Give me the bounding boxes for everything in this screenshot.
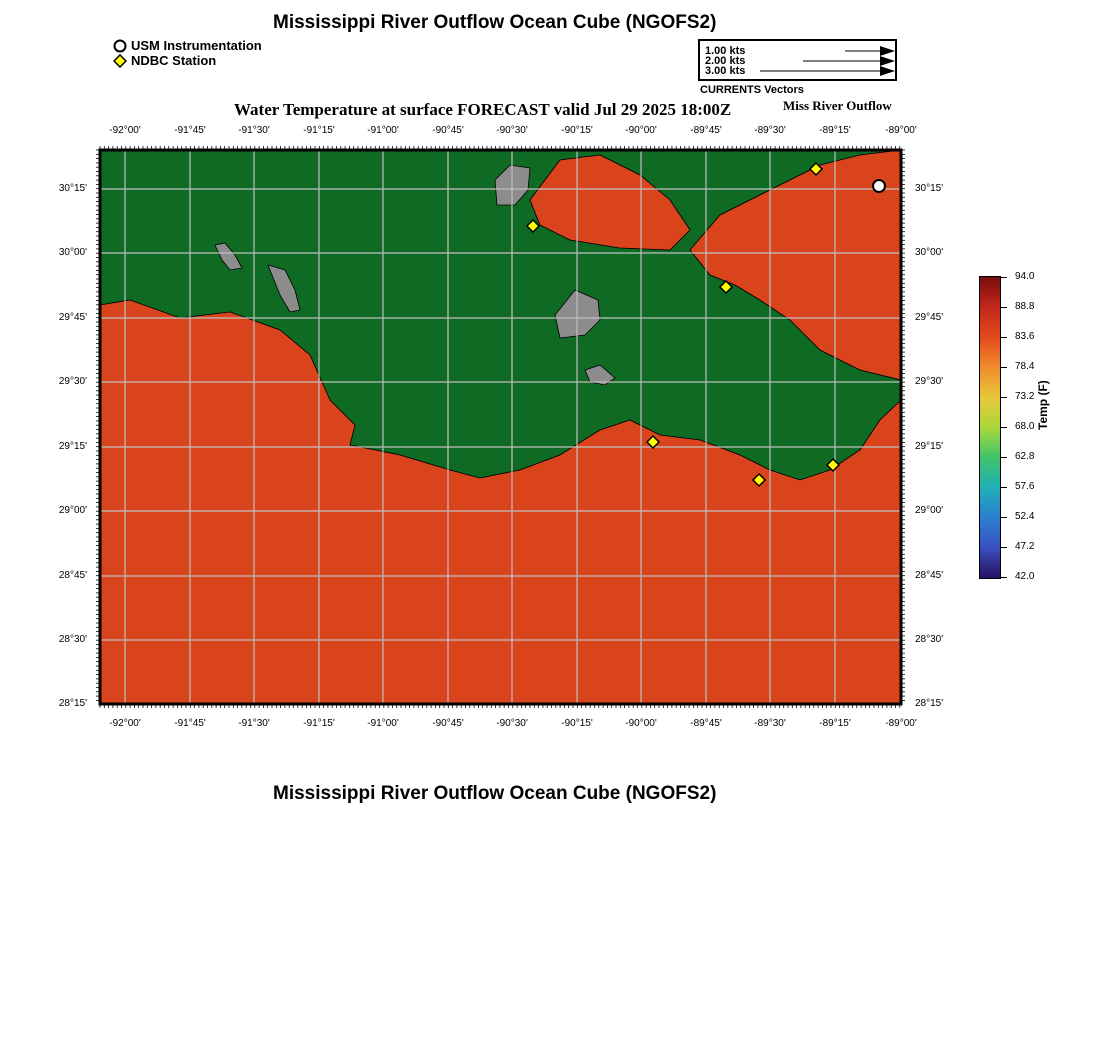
- lon-label-top: -89°30': [754, 125, 786, 136]
- lon-label-top: -89°00': [885, 125, 917, 136]
- lon-label-top: -89°15': [819, 125, 851, 136]
- lon-label-bottom: -89°15': [819, 718, 851, 729]
- lat-label-right: 28°45': [915, 570, 944, 581]
- colorbar-tick-label: 94.0: [1015, 271, 1035, 282]
- lat-label-right: 28°30': [915, 634, 944, 645]
- colorbar-tick-label: 62.8: [1015, 451, 1035, 462]
- colorbar: [979, 276, 1001, 579]
- lon-label-top: -91°30': [238, 125, 270, 136]
- colorbar-tick-label: 83.6: [1015, 331, 1035, 342]
- lat-label-left: 30°15': [58, 183, 87, 194]
- colorbar-tick-mark: [1001, 277, 1007, 278]
- lat-label-right: 29°45': [915, 312, 944, 323]
- lon-label-top: -90°00': [625, 125, 657, 136]
- lon-label-top: -90°45': [432, 125, 464, 136]
- colorbar-title: Temp (F): [1036, 380, 1050, 430]
- colorbar-tick-mark: [1001, 397, 1007, 398]
- lon-label-bottom: -91°15': [303, 718, 335, 729]
- page-title: Mississippi River Outflow Ocean Cube (NGOFS2): [273, 12, 717, 33]
- lon-label-bottom: -90°15': [561, 718, 593, 729]
- lat-label-right: 30°15': [915, 183, 944, 194]
- colorbar-tick-mark: [1001, 427, 1007, 428]
- lat-label-left: 29°15': [58, 441, 87, 452]
- usm-instrument-marker[interactable]: [873, 180, 885, 192]
- colorbar-tick-mark: [1001, 577, 1007, 578]
- colorbar-tick-mark: [1001, 457, 1007, 458]
- legend-usm-label: USM Instrumentation: [131, 38, 262, 53]
- map-subtitle: Water Temperature at surface FORECAST valid Jul 29 2025 18:00Z: [234, 100, 732, 119]
- outflow-label: Miss River Outflow: [783, 98, 892, 113]
- lon-label-bottom: -90°00': [625, 718, 657, 729]
- lon-label-top: -91°45': [174, 125, 206, 136]
- lat-label-left: 29°00': [58, 505, 87, 516]
- footer-title: Mississippi River Outflow Ocean Cube (NGOFS2): [273, 783, 717, 804]
- lon-label-bottom: -91°30': [238, 718, 270, 729]
- legend-ndbc-label: NDBC Station: [131, 53, 217, 68]
- lat-label-left: 28°30': [58, 634, 87, 645]
- lat-label-left: 28°15': [58, 698, 87, 709]
- lat-label-left: 30°00': [58, 247, 87, 258]
- colorbar-tick-mark: [1001, 547, 1007, 548]
- lon-label-top: -90°15': [561, 125, 593, 136]
- lon-label-bottom: -91°00': [367, 718, 399, 729]
- lon-label-top: -92°00': [109, 125, 141, 136]
- lat-label-right: 28°15': [915, 698, 944, 709]
- lat-label-right: 29°15': [915, 441, 944, 452]
- colorbar-tick-mark: [1001, 337, 1007, 338]
- colorbar-tick-label: 78.4: [1015, 361, 1035, 372]
- lat-label-right: 29°00': [915, 505, 944, 516]
- colorbar-tick-mark: [1001, 367, 1007, 368]
- lon-label-bottom: -91°45': [174, 718, 206, 729]
- vector-scale-2: 2.00 kts: [705, 55, 746, 67]
- lon-label-bottom: -90°30': [496, 718, 528, 729]
- lon-label-bottom: -92°00': [109, 718, 141, 729]
- colorbar-tick-mark: [1001, 487, 1007, 488]
- vector-scale-3: 3.00 kts: [705, 65, 746, 77]
- lon-label-top: -89°45': [690, 125, 722, 136]
- colorbar-tick-label: 57.6: [1015, 481, 1035, 492]
- lon-label-top: -91°00': [367, 125, 399, 136]
- lon-label-bottom: -89°00': [885, 718, 917, 729]
- lon-label-top: -91°15': [303, 125, 335, 136]
- lon-label-bottom: -89°30': [754, 718, 786, 729]
- colorbar-tick-label: 88.8: [1015, 301, 1035, 312]
- colorbar-tick-label: 47.2: [1015, 541, 1035, 552]
- colorbar-tick-mark: [1001, 517, 1007, 518]
- vector-scale-1: 1.00 kts: [705, 45, 746, 57]
- colorbar-tick-label: 42.0: [1015, 571, 1035, 582]
- lat-label-right: 30°00': [915, 247, 944, 258]
- vector-scale-caption: CURRENTS Vectors: [700, 84, 804, 96]
- colorbar-tick-mark: [1001, 307, 1007, 308]
- lon-label-bottom: -89°45': [690, 718, 722, 729]
- lat-label-left: 29°30': [58, 376, 87, 387]
- colorbar-tick-label: 73.2: [1015, 391, 1035, 402]
- colorbar-tick-label: 68.0: [1015, 421, 1035, 432]
- lat-label-right: 29°30': [915, 376, 944, 387]
- lat-label-left: 29°45': [58, 312, 87, 323]
- colorbar-tick-label: 52.4: [1015, 511, 1035, 522]
- lat-label-left: 28°45': [58, 570, 87, 581]
- lon-label-bottom: -90°45': [432, 718, 464, 729]
- lon-label-top: -90°30': [496, 125, 528, 136]
